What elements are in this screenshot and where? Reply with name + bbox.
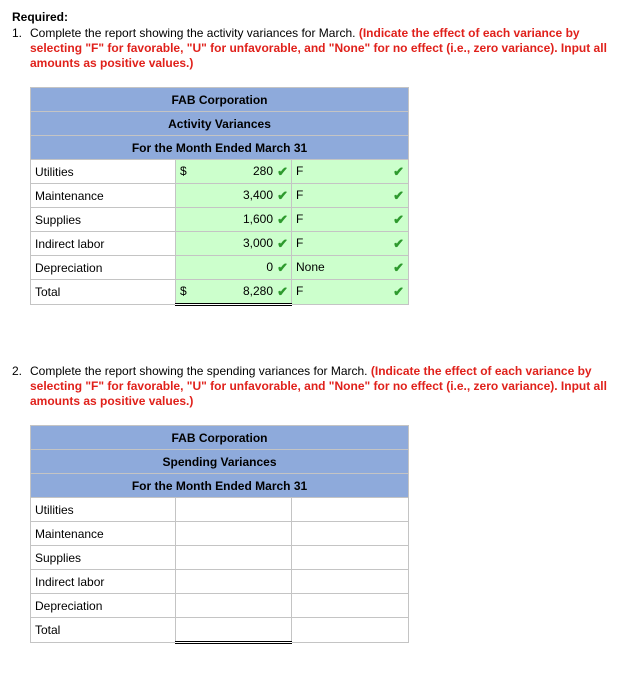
question-1-number: 1. <box>12 26 23 40</box>
amount-input[interactable] <box>176 618 292 643</box>
table2-period: For the Month Ended March 31 <box>31 474 409 498</box>
amount-input[interactable] <box>176 184 292 208</box>
check-icon: ✔ <box>277 212 288 227</box>
effect-value: F <box>296 164 304 178</box>
effect-value: None <box>296 260 325 274</box>
effect-select[interactable] <box>292 184 409 208</box>
amount-input[interactable] <box>176 570 292 594</box>
row-label: Indirect labor <box>31 570 176 594</box>
effect-select[interactable] <box>292 160 409 184</box>
question-1 <box>12 26 634 71</box>
table1-period: For the Month Ended March 31 <box>31 136 409 160</box>
table2-row-supplies <box>31 546 409 570</box>
effect-value: F <box>296 188 304 202</box>
effect-select[interactable] <box>292 280 409 305</box>
amount-input[interactable] <box>176 546 292 570</box>
check-icon: ✔ <box>393 236 405 251</box>
row-label: Maintenance <box>31 522 176 546</box>
effect-value: F <box>296 236 304 250</box>
row-label: Maintenance <box>31 184 176 208</box>
question-2-instruction: (Indicate the effect of each variance by selecting "F" for favorable, "U" for unfavorable, and "None" for no effect (i.e., zero variance). Input all amounts as positive values.) <box>30 364 607 408</box>
effect-select[interactable] <box>292 208 409 232</box>
amount-input[interactable] <box>176 594 292 618</box>
check-icon: ✔ <box>277 236 288 251</box>
table1-row-maintenance <box>31 184 409 208</box>
effect-select[interactable] <box>292 232 409 256</box>
check-icon: ✔ <box>393 188 405 203</box>
effect-select[interactable] <box>292 522 409 546</box>
check-icon: ✔ <box>277 164 288 179</box>
question-2 <box>12 364 634 409</box>
table1-row-utilities <box>31 160 409 184</box>
amount-input[interactable] <box>176 232 292 256</box>
dollar-sign: $ <box>180 284 187 298</box>
amount-value: 8,280 <box>242 284 273 298</box>
question-2-text: Complete the report showing the spending variances for March. <box>30 364 368 378</box>
check-icon: ✔ <box>277 284 288 299</box>
dollar-sign: $ <box>180 164 187 178</box>
table2-title: Spending Variances <box>31 450 409 474</box>
row-label: Supplies <box>31 546 176 570</box>
table2-company: FAB Corporation <box>31 426 409 450</box>
table1-row-indirect-labor <box>31 232 409 256</box>
table2-row-maintenance <box>31 522 409 546</box>
check-icon: ✔ <box>393 260 405 275</box>
amount-input[interactable] <box>176 522 292 546</box>
table1-company: FAB Corporation <box>31 88 409 112</box>
amount-value: 280 <box>252 164 273 178</box>
row-label: Utilities <box>31 498 176 522</box>
effect-select[interactable] <box>292 594 409 618</box>
question-1-instruction: (Indicate the effect of each variance by selecting "F" for favorable, "U" for unfavorable, and "None" for no effect (i.e., zero variance). Input all amounts as positive values.) <box>30 26 607 70</box>
table1-row-supplies <box>31 208 409 232</box>
amount-value: 1,600 <box>242 212 273 226</box>
amount-value: 3,000 <box>242 236 273 250</box>
amount-value: 3,400 <box>242 188 273 202</box>
amount-input[interactable] <box>176 256 292 280</box>
row-label: Utilities <box>31 160 176 184</box>
check-icon: ✔ <box>277 260 288 275</box>
row-label: Depreciation <box>31 594 176 618</box>
row-label: Depreciation <box>31 256 176 280</box>
amount-input[interactable] <box>176 280 292 305</box>
effect-value: F <box>296 284 304 298</box>
effect-select[interactable] <box>292 498 409 522</box>
effect-select[interactable] <box>292 618 409 643</box>
effect-select[interactable] <box>292 256 409 280</box>
effect-select[interactable] <box>292 570 409 594</box>
effect-select[interactable] <box>292 546 409 570</box>
table2-row-total <box>31 618 409 643</box>
row-label: Indirect labor <box>31 232 176 256</box>
row-label: Total <box>31 618 176 643</box>
amount-input[interactable] <box>176 498 292 522</box>
table1-row-total <box>31 280 409 305</box>
table2-row-utilities <box>31 498 409 522</box>
table1-row-depreciation <box>31 256 409 280</box>
row-label: Total <box>31 280 176 305</box>
amount-input[interactable] <box>176 208 292 232</box>
check-icon: ✔ <box>393 212 405 227</box>
amount-input[interactable] <box>176 160 292 184</box>
required-heading: Required: <box>12 10 69 24</box>
check-icon: ✔ <box>277 188 288 203</box>
check-icon: ✔ <box>393 164 405 179</box>
effect-value: F <box>296 212 304 226</box>
table2-row-depreciation <box>31 594 409 618</box>
activity-variances-table <box>30 87 409 306</box>
spending-variances-table <box>30 425 409 644</box>
amount-value: 0 <box>266 260 273 274</box>
table1-title: Activity Variances <box>31 112 409 136</box>
question-2-number: 2. <box>12 364 23 378</box>
check-icon: ✔ <box>393 284 405 299</box>
table2-row-indirect-labor <box>31 570 409 594</box>
row-label: Supplies <box>31 208 176 232</box>
question-1-text: Complete the report showing the activity variances for March. <box>30 26 356 40</box>
